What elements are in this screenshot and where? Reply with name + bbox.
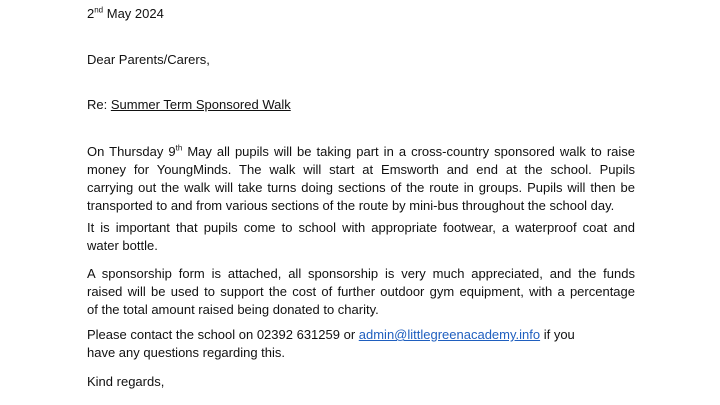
p3-line-3: of the total amount raised being donated to charity. <box>87 302 379 317</box>
p1-text-b: May all pupils will be taking part in a cross-country sponsored walk to raise <box>182 144 635 159</box>
p2-line-2: water bottle. <box>87 238 158 253</box>
date-suffix: nd <box>94 5 104 15</box>
p1-line-4: transported to and from various sections of the route by mini-bus throughout the school day. <box>87 198 615 213</box>
date-day: 2 <box>87 6 95 21</box>
p1-text-a: On Thursday 9 <box>87 144 176 159</box>
contact-email-link[interactable]: admin@littlegreenacademy.info <box>358 327 541 342</box>
p4-text-b: if you <box>540 327 575 342</box>
p1-line-3: carrying out the walk will take turns doing sections of the route in groups. Pupils will then be <box>87 180 635 195</box>
p3-line-2: raised will be used to support the cost of further outdoor gym equipment, with a percentage <box>87 284 635 299</box>
paragraph-contact <box>87 326 635 362</box>
subject-line <box>87 96 291 114</box>
subject-title: Summer Term Sponsored Walk <box>110 97 291 112</box>
p4-line-1 <box>87 326 635 344</box>
letter-date <box>87 5 164 23</box>
p1-line-2: money for YoungMinds. The walk will start at Emsworth and end at the school. Pupils <box>87 162 635 177</box>
p4-line-2: have any questions regarding this. <box>87 345 286 360</box>
paragraph-walk-details <box>87 143 635 215</box>
p2-line-1: It is important that pupils come to school with appropriate footwear, a waterproof coat and <box>87 220 635 235</box>
paragraph-equipment <box>87 219 635 255</box>
p1-line-1 <box>87 143 635 161</box>
salutation: Dear Parents/Carers, <box>87 52 210 67</box>
p3-line-1: A sponsorship form is attached, all sponsorship is very much appreciated, and the funds <box>87 266 635 281</box>
paragraph-sponsorship <box>87 265 635 319</box>
p4-text-a: Please contact the school on 02392 631259 or <box>87 327 359 342</box>
closing: Kind regards, <box>87 374 165 389</box>
date-rest: May 2024 <box>103 6 164 21</box>
p1-sup: th <box>175 143 183 153</box>
re-label: Re: <box>87 97 111 112</box>
